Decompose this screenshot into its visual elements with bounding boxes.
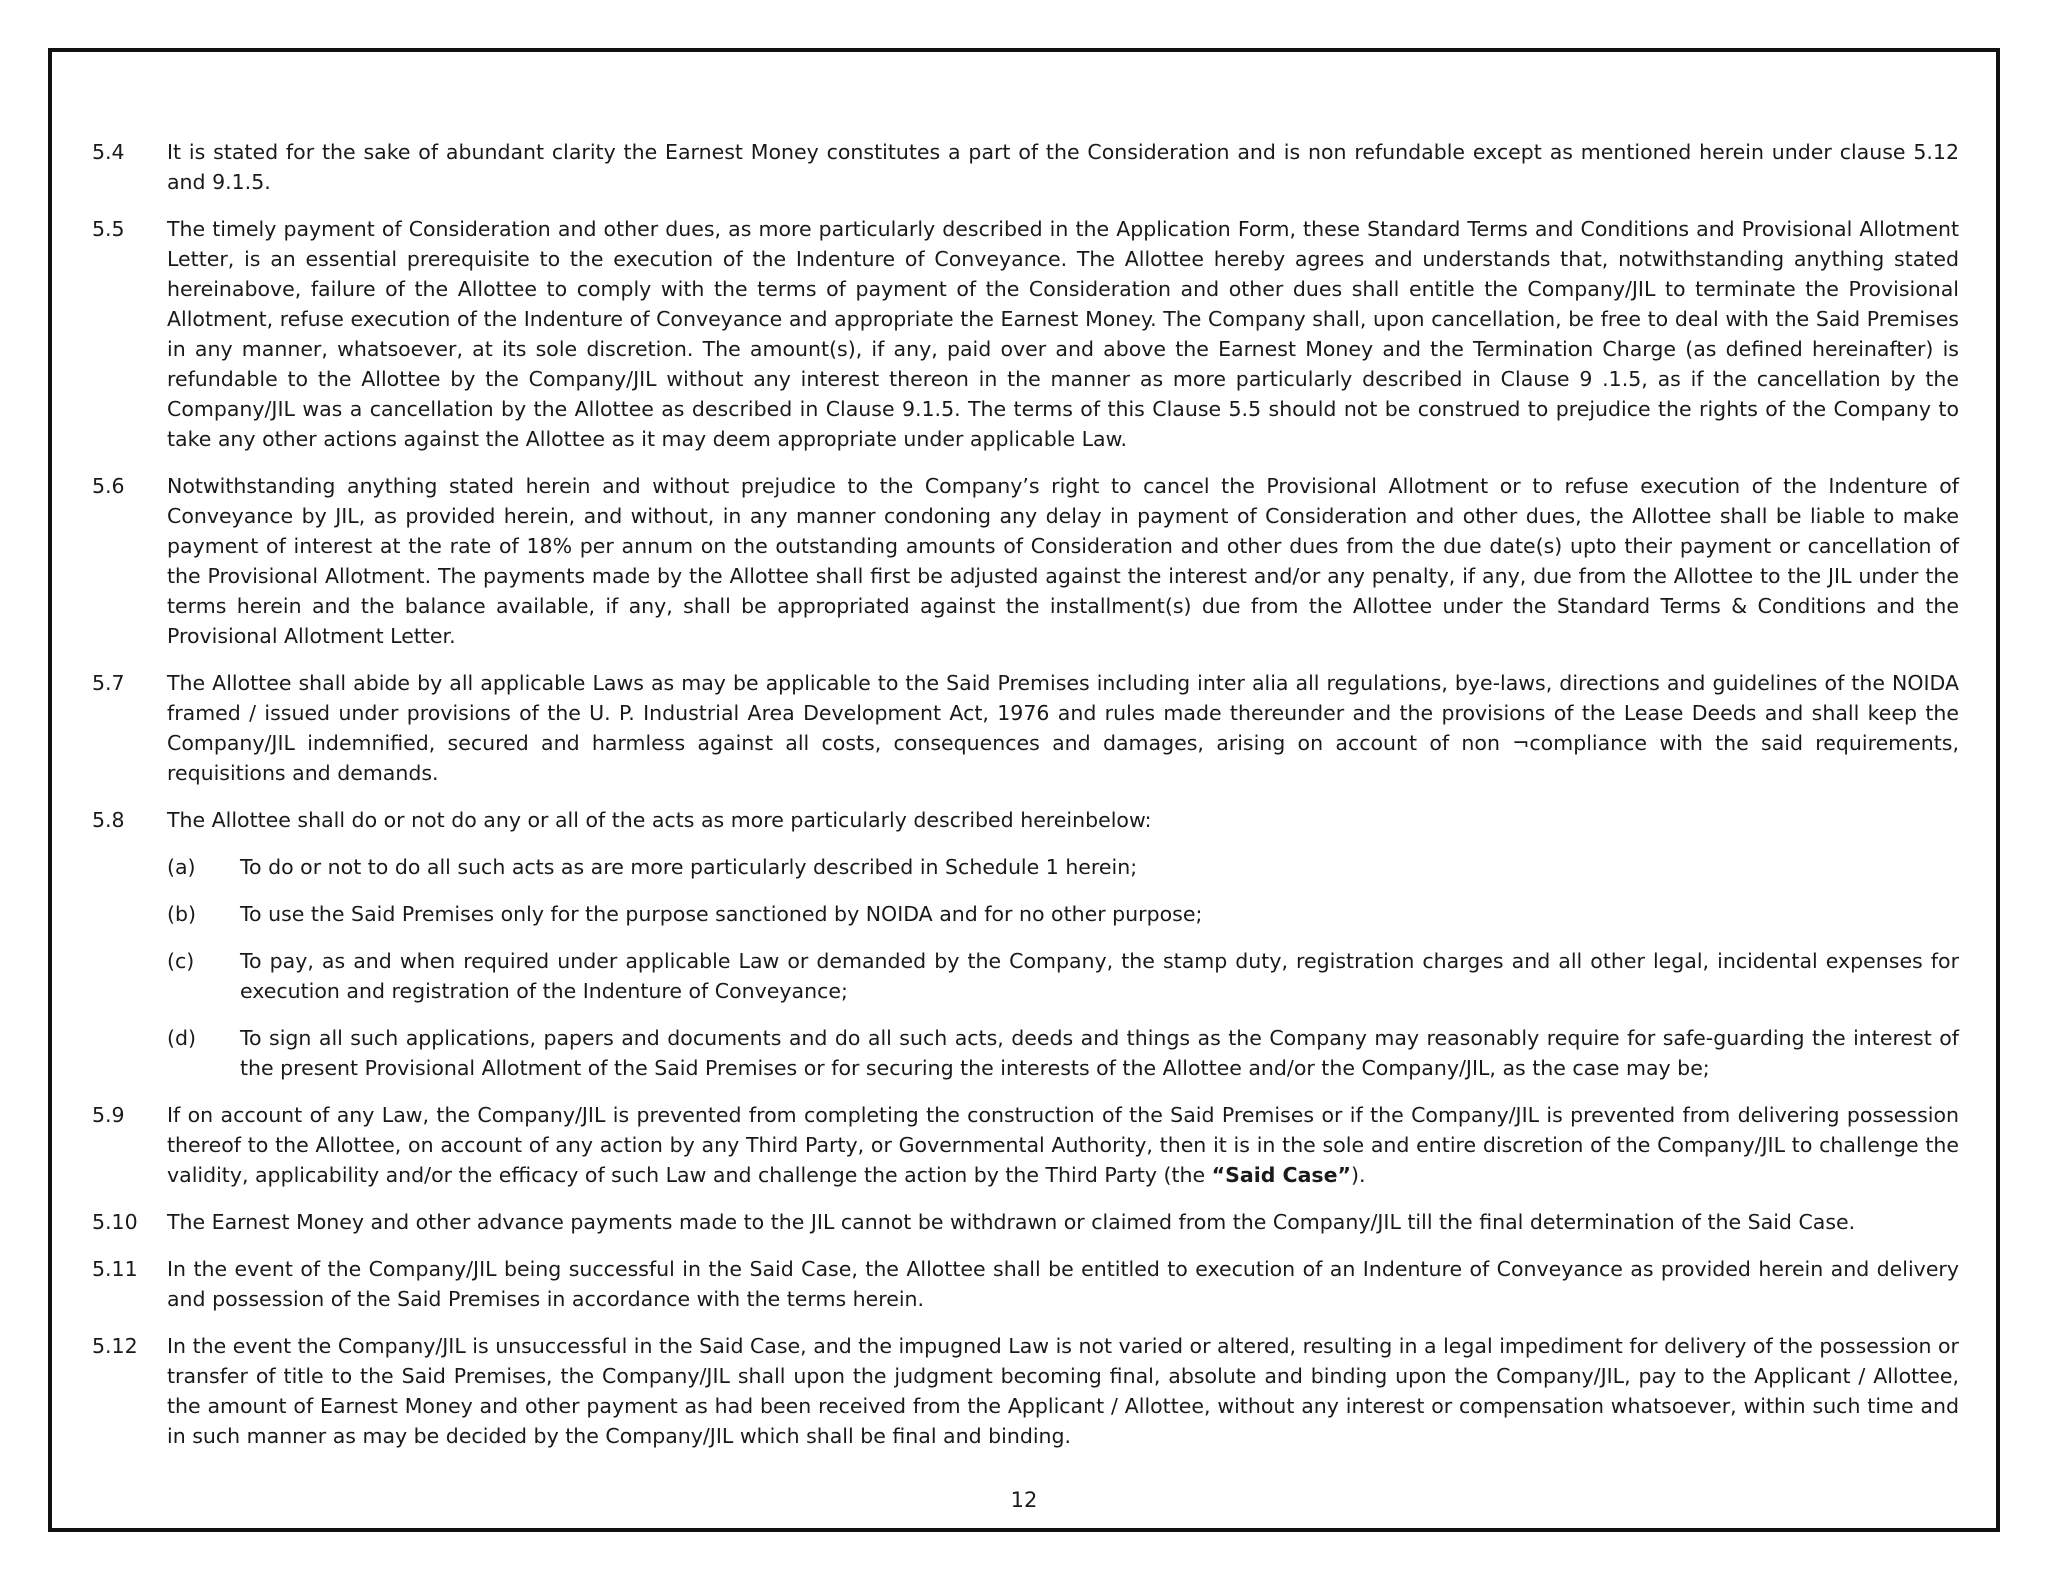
clause-text: The Earnest Money and other advance payments made to the JIL cannot be withdrawn or claimed from the Company/JIL till the final determination of the Said Case. bbox=[167, 1210, 1856, 1234]
page-number: 12 bbox=[1010, 1488, 1038, 1512]
clause-5-8 bbox=[92, 805, 1959, 1083]
sub-clause-text: To sign all such applications, papers and documents and do all such acts, deeds and things as the Company may reasonably require for safe-guarding the interest of the present Provisional Allotment of the Said Premises or for securing the interests of the Allottee and/or the Company/JIL, as the case may be; bbox=[240, 1026, 1959, 1080]
clause-number: 5.7 bbox=[92, 671, 125, 695]
clause-5-10 bbox=[92, 1207, 1959, 1237]
clause-text: Notwithstanding anything stated herein and without prejudice to the Company’s right to cancel the Provisional Allotment or to refuse execution of the Indenture of Conveyance by JIL, as provided herein, and without, in any manner condoning any delay in payment of Consideration and other dues, the Allottee shall be liable to make payment of interest at the rate of 18% per annum on the outstanding amounts of Consideration and other dues from the due date(s) upto their payment or cancellation of the Provisional Allotment. The payments made by the Allottee shall first be adjusted against the interest and/or any penalty, if any, due from the Allottee to the JIL under the terms herein and the balance available, if any, shall be appropriated against the installment(s) due from the Allottee under the Standard Terms & Conditions and the Provisional Allotment Letter. bbox=[167, 474, 1959, 648]
clause-5-6 bbox=[92, 471, 1959, 651]
clause-number: 5.5 bbox=[92, 217, 125, 241]
clause-text: In the event the Company/JIL is unsuccessful in the Said Case, and the impugned Law is not varied or altered, resulting in a legal impediment for delivery of the possession or transfer of title to the Said Premises, the Company/JIL shall upon the judgment becoming final, absolute and binding upon the Company/JIL, pay to the Applicant / Allottee, the amount of Earnest Money and other payment as had been received from the Applicant / Allottee, without any interest or compensation whatsoever, within such time and in such manner as may be decided by the Company/JIL which shall be final and binding. bbox=[167, 1334, 1959, 1448]
sub-clause-label: (d) bbox=[167, 1026, 197, 1050]
sub-clause-label: (c) bbox=[167, 949, 195, 973]
clause-text: The Allottee shall abide by all applicable Laws as may be applicable to the Said Premises including inter alia all regulations, bye-laws, directions and guidelines of the NOIDA framed / issued under provisions of the U. P. Industrial Area Development Act, 1976 and rules made thereunder and the provisions of the Lease Deeds and shall keep the Company/JIL indemnified, secured and harmless against all costs, consequences and damages, arising on account of non ¬compliance with the said requirements, requisitions and demands. bbox=[167, 671, 1959, 785]
clause-number: 5.10 bbox=[92, 1210, 138, 1234]
clause-number: 5.6 bbox=[92, 474, 125, 498]
sub-clause-text: To use the Said Premises only for the purpose sanctioned by NOIDA and for no other purpose; bbox=[240, 902, 1203, 926]
sub-clause-c bbox=[167, 946, 1959, 1006]
clause-5-9 bbox=[92, 1100, 1959, 1190]
clause-number: 5.4 bbox=[92, 140, 125, 164]
sub-clause-a bbox=[167, 852, 1959, 882]
sub-clause-label: (a) bbox=[167, 855, 196, 879]
clause-5-5 bbox=[92, 214, 1959, 454]
sub-clause-b bbox=[167, 899, 1959, 929]
clause-text-part: ). bbox=[1351, 1163, 1366, 1187]
clause-5-12 bbox=[92, 1331, 1959, 1451]
clause-number: 5.8 bbox=[92, 808, 125, 832]
clause-5-4 bbox=[92, 137, 1959, 197]
document-body bbox=[92, 137, 1959, 1468]
clause-5-7 bbox=[92, 668, 1959, 788]
sub-clause-text: To do or not to do all such acts as are more particularly described in Schedule 1 herein; bbox=[240, 855, 1138, 879]
clause-text: It is stated for the sake of abundant clarity the Earnest Money constitutes a part of the Consideration and is non refundable except as mentioned herein under clause 5.12 and 9.1.5. bbox=[167, 140, 1959, 194]
clause-text: In the event of the Company/JIL being successful in the Said Case, the Allottee shall be entitled to execution of an Indenture of Conveyance as provided herein and delivery and possession of the Said Premises in accordance with the terms herein. bbox=[167, 1257, 1959, 1311]
clause-body bbox=[167, 805, 1959, 1083]
clause-number: 5.9 bbox=[92, 1103, 125, 1127]
defined-term: “Said Case” bbox=[1211, 1163, 1351, 1187]
clause-text-part: If on account of any Law, the Company/JIL is prevented from completing the construction of the Said Premises or if the Company/JIL is prevented from delivering possession thereof to the Allottee, on account of any action by any Third Party, or Governmental Authority, then it is in the sole and entire discretion of the Company/JIL to challenge the validity, applicability and/or the efficacy of such Law and challenge the action by the Third Party (the bbox=[167, 1103, 1959, 1187]
sub-clause-list bbox=[167, 852, 1959, 1083]
clause-text: The Allottee shall do or not do any or all of the acts as more particularly described hereinbelow: bbox=[167, 808, 1152, 832]
clause-5-11 bbox=[92, 1254, 1959, 1314]
sub-clause-text: To pay, as and when required under applicable Law or demanded by the Company, the stamp duty, registration charges and all other legal, incidental expenses for execution and registration of the Indenture of Conveyance; bbox=[240, 949, 1959, 1003]
sub-clause-d bbox=[167, 1023, 1959, 1083]
clause-number: 5.12 bbox=[92, 1334, 138, 1358]
clause-text bbox=[167, 1100, 1959, 1190]
clause-number: 5.11 bbox=[92, 1257, 138, 1281]
clause-text: The timely payment of Consideration and other dues, as more particularly described in the Application Form, these Standard Terms and Conditions and Provisional Allotment Letter, is an essential prerequisite to the execution of the Indenture of Conveyance. The Allottee hereby agrees and understands that, notwithstanding anything stated hereinabove, failure of the Allottee to comply with the terms of payment of the Consideration and other dues shall entitle the Company/JIL to terminate the Provisional Allotment, refuse execution of the Indenture of Conveyance and appropriate the Earnest Money. The Company shall, upon cancellation, be free to deal with the Said Premises in any manner, whatsoever, at its sole discretion. The amount(s), if any, paid over and above the Earnest Money and the Termination Charge (as defined hereinafter) is refundable to the Allottee by the Company/JIL without any interest thereon in the manner as more particularly described in Clause 9 .1.5, as if the cancellation by the Company/JIL was a cancellation by the Allottee as described in Clause 9.1.5. The terms of this Clause 5.5 should not be construed to prejudice the rights of the Company to take any other actions against the Allottee as it may deem appropriate under applicable Law. bbox=[167, 217, 1959, 451]
sub-clause-label: (b) bbox=[167, 902, 197, 926]
